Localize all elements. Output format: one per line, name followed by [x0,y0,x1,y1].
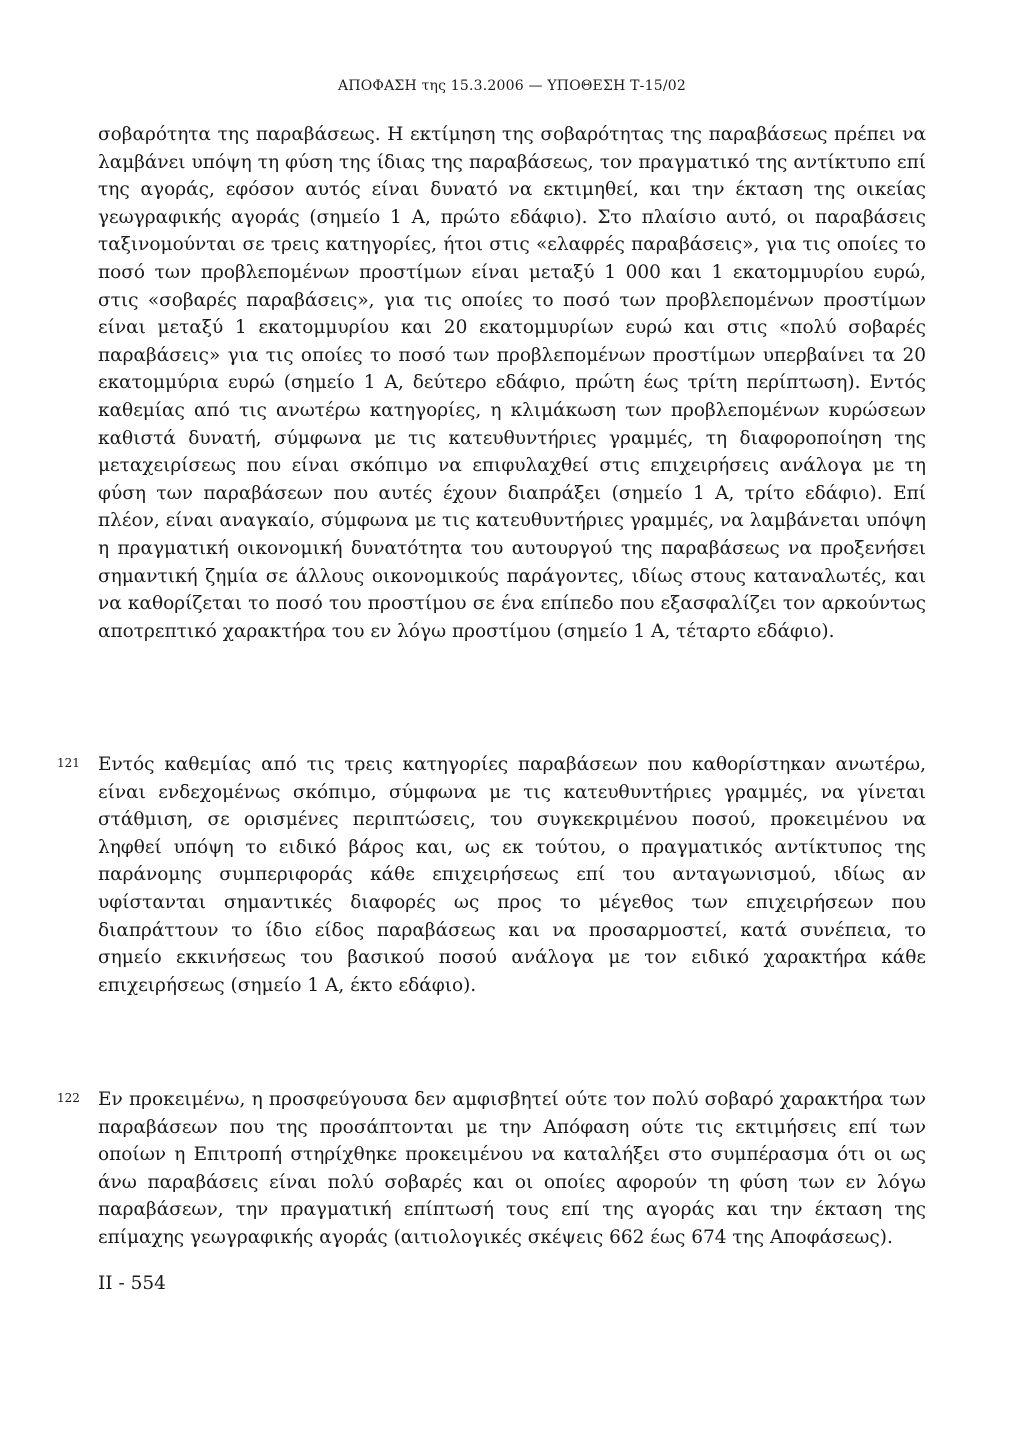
paragraph-number: 122 [57,1091,80,1105]
running-header: ΑΠΟΦΑΣΗ της 15.3.2006 — ΥΠΟΘΕΣΗ Τ-15/02 [338,78,686,94]
paragraph-text: Εν προκειμένω, η προσφεύγουσα δεν αμφισβητεί ούτε τον πολύ σοβαρό χαρακτήρα των παραβάσεων που της προσάπτονται με την Απόφαση ούτε τις εκτιμήσεις επί των οποίων η Επιτροπή στηρίχθηκε προκειμένου να καταλήξει στο συμπέρασμα ότι οι ως άνω παραβάσεις είναι πολύ σοβαρές και οι οποίες αφορούν τη φύση των εν λόγω παραβάσεων, την πραγματική επίπτωσή τους επί της αγοράς και την έκταση της επίμαχης γεωγραφικής αγοράς (αιτιολογικές σκέψεις 662 έως 674 της Αποφάσεως). [98,1089,926,1248]
page-number: II - 554 [98,1273,166,1294]
paragraph-number: 121 [57,756,80,770]
paragraph-text: Εντός καθεμίας από τις τρεις κατηγορίες παραβάσεων που καθορίστηκαν ανωτέρω, είναι ενδεχομένως σκόπιμο, σύμφωνα με τις κατευθυντήριες γραμμές, να γίνεται στάθμιση, σε ορισμένες περιπτώσεις, του συγκεκριμένου ποσού, προκειμένου να ληφθεί υπόψη το ειδικό βάρος και, ως εκ τούτου, ο πραγματικός αντίκτυπος της παράνομης συμπεριφοράς κάθε επιχειρήσεως επί του ανταγωνισμού, ιδίως αν υφίστανται σημαντικές διαφορές ως προς το μέγεθος των επιχειρήσεων που διαπράττουν το ίδιο είδος παραβάσεως και να προσαρμοστεί, κατά συνέπεια, το σημείο εκκινήσεως του βασικού ποσού ανάλογα με τον ειδικό χαρακτήρα κάθε επιχειρήσεως (σημείο 1 Α, έκτο εδάφιο). [98,754,926,996]
continued-paragraph-text: σοβαρότητα της παραβάσεως. Η εκτίμηση της σοβαρότητας της παραβάσεως πρέπει να λαμβάνει υπόψη τη φύση της ίδιας της παραβάσεως, τον πραγματικό της αντίκτυπο επί της αγοράς, εφόσον αυτός είναι δυνατό να εκτιμηθεί, και την έκταση της οικείας γεωγραφικής αγοράς (σημείο 1 Α, πρώτο εδάφιο). Στο πλαίσιο αυτό, οι παραβάσεις ταξινομούνται σε τρεις κατηγορίες, ήτοι στις «ελαφρές παραβάσεις», για τις οποίες το ποσό των προβλεπομένων προστίμων είναι μεταξύ 1 000 και 1 εκατομμυρίου ευρώ, στις «σοβαρές παραβάσεις», για τις οποίες το ποσό των προβλεπομένων προστίμων είναι μεταξύ 1 εκατομμυρίου και 20 εκατομμυρίων ευρώ και στις «πολύ σοβαρές παραβάσεις» για τις οποίες το ποσό των προβλεπομένων προστίμων υπερβαίνει τα 20 εκατομμύρια ευρώ (σημείο 1 Α, δεύτερο εδάφιο, πρώτη έως τρίτη περίπτωση). Εντός καθεμίας από τις ανωτέρω κατηγορίες, η κλιμάκωση των προβλεπομένων κυρώσεων καθιστά δυνατή, σύμφωνα με τις κατευθυντήριες γραμμές, τη διαφοροποίηση της μεταχειρίσεως που είναι σκόπιμο να επιφυλαχθεί στις επιχειρήσεις ανάλογα με τη φύση των παραβάσεων που αυτές έχουν διαπράξει (σημείο 1 Α, τρίτο εδάφιο). Επί πλέον, είναι αναγκαίο, σύμφωνα με τις κατευθυντήριες γραμμές, να λαμβάνεται υπόψη η πραγματική οικονομική δυνατότητα του αυτουργού της παραβάσεως να προξενήσει σημαντική ζημία σε άλλους οικονομικούς παράγοντες, ιδίως στους καταναλωτές, και να καθορίζεται το ποσό του προστίμου σε ένα επίπεδο που εξασφαλίζει τον αρκούντως αποτρεπτικό χαρακτήρα του εν λόγω προστίμου (σημείο 1 Α, τέταρτο εδάφιο). [98,124,926,642]
